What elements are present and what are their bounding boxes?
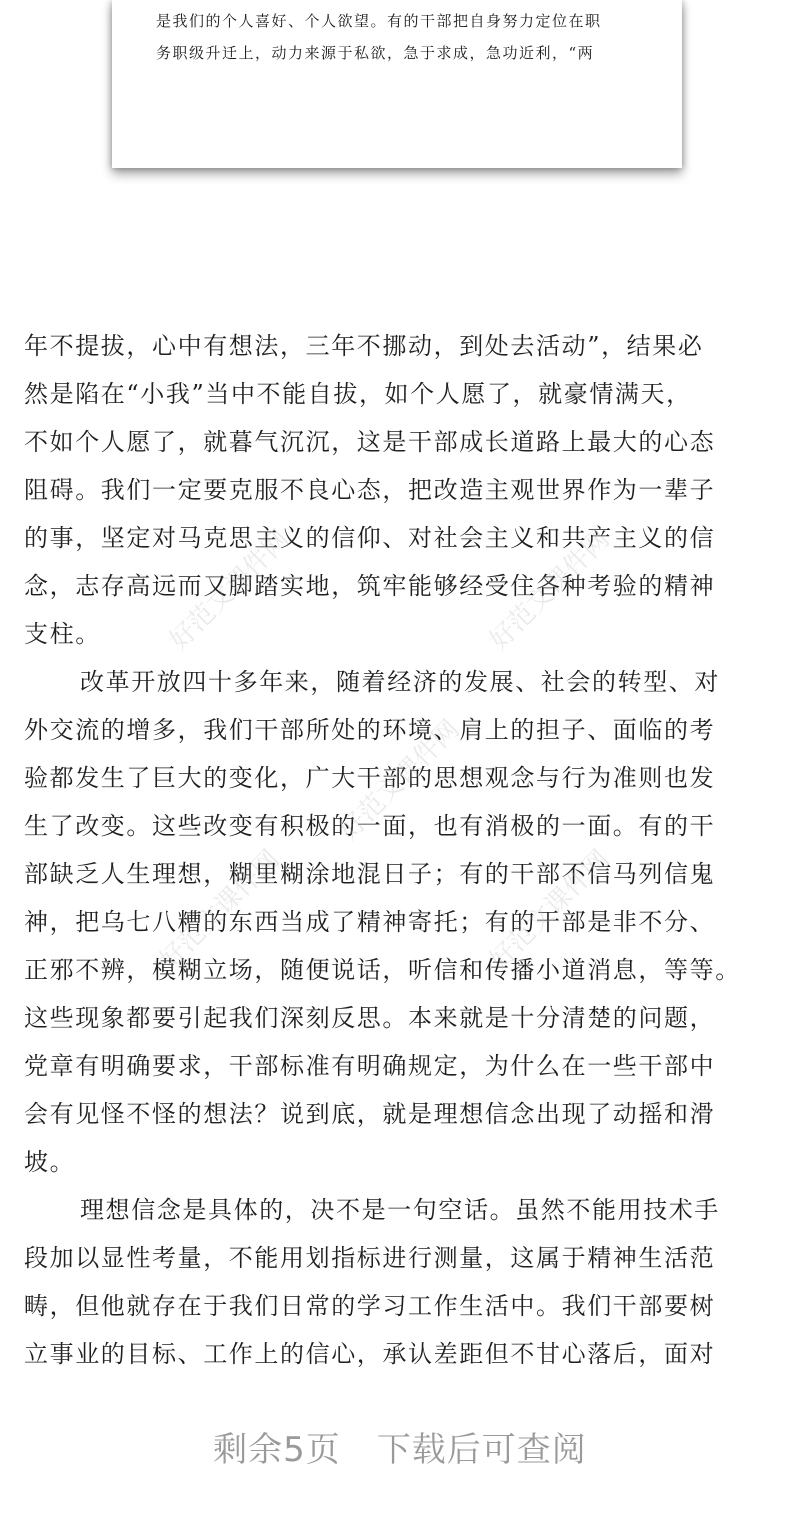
text-line: 立事业的目标、工作上的信心，承认差距但不甘心落后，面对: [24, 1340, 716, 1368]
text-line: 支柱。: [24, 620, 101, 648]
preview-text-line: 是我们的个人喜好、个人欲望。有的干部把自身努力定位在职: [156, 12, 602, 30]
watermark: 好范文课件网: [334, 714, 466, 847]
download-prompt[interactable]: [0, 1420, 800, 1480]
download-to-view-label[interactable]: 下载后可查阅: [376, 1430, 587, 1470]
watermark: 好范文课件网: [164, 524, 296, 657]
text-line: 念，志存高远而又脚踏实地，筑牢能够经受住各种考验的精神: [24, 572, 716, 600]
text-line: 神，把乌七八糟的东西当成了精神寄托；有的干部是非不分、: [24, 908, 716, 936]
text-line: 生了改变。这些改变有积极的一面，也有消极的一面。有的干: [24, 812, 716, 840]
text-line: 正邪不辨，模糊立场，随便说话，听信和传播小道消息，等等。: [24, 956, 741, 984]
text-line: 验都发生了巨大的变化，广大干部的思想观念与行为准则也发: [24, 764, 716, 792]
text-line: 党章有明确要求，干部标准有明确规定，为什么在一些干部中: [24, 1052, 716, 1080]
text-line: 部缺乏人生理想，糊里糊涂地混日子；有的干部不信马列信鬼: [24, 860, 716, 888]
document-body: [24, 322, 784, 1378]
text-line: 这些现象都要引起我们深刻反思。本来就是十分清楚的问题，: [24, 1004, 716, 1032]
paragraph-start-line: 改革开放四十多年来，随着经济的发展、社会的转型、对: [80, 668, 720, 696]
preview-page-card: [112, 0, 682, 168]
text-line: 然是陷在“小我”当中不能自拔，如个人愿了，就豪情满天，: [24, 380, 692, 408]
watermark: 好范文课件网: [484, 524, 616, 657]
text-line: 段加以显性考量，不能用划指标进行测量，这属于精神生活范: [24, 1244, 716, 1272]
text-line: 不如个人愿了，就暮气沉沉，这是干部成长道路上最大的心态: [24, 428, 716, 456]
text-line: 年不提拔，心中有想法，三年不挪动，到处去活动”，结果必: [24, 332, 704, 360]
text-line: 畴，但他就存在于我们日常的学习工作生活中。我们干部要树: [24, 1292, 716, 1320]
text-line: 坡。: [24, 1148, 76, 1176]
text-line: 阻碍。我们一定要克服不良心态，把改造主观世界作为一辈子: [24, 476, 716, 504]
preview-text-line: 务职级升迁上，动力来源于私欲，急于求成，急功近利，“两: [156, 44, 595, 62]
text-line: 会有见怪不怪的想法？说到底，就是理想信念出现了动摇和滑: [24, 1100, 716, 1128]
watermark: 好范文课件网: [484, 844, 616, 977]
text-line: 的事，坚定对马克思主义的信仰、对社会主义和共产主义的信: [24, 524, 716, 552]
text-line: 外交流的增多，我们干部所处的环境、肩上的担子、面临的考: [24, 716, 716, 744]
paragraph-start-line: 理想信念是具体的，决不是一句空话。虽然不能用技术手: [80, 1196, 720, 1224]
remaining-pages-label[interactable]: 剩余5页: [213, 1430, 341, 1470]
watermark: 好范文课件网: [154, 844, 286, 977]
